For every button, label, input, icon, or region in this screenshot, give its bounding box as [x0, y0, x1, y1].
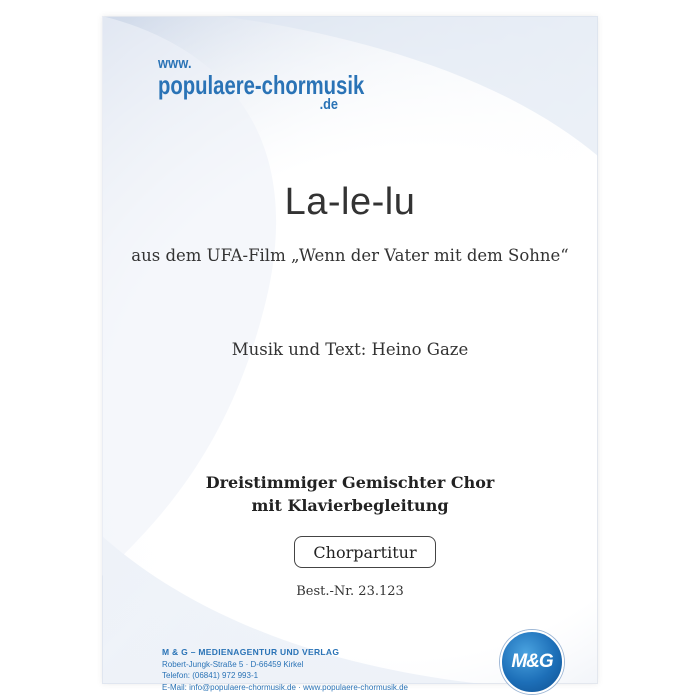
logo-domain: populaere-chormusik [158, 70, 365, 100]
voicing-line-1: Dreistimmiger Gemischter Chor [205, 473, 495, 492]
edition-badge: Chorpartitur [294, 536, 436, 568]
publisher-footer [162, 647, 408, 693]
logo-www: www. [158, 55, 192, 72]
logo-tld: .de [319, 96, 338, 113]
composer-credits: Musik und Text: Heino Gaze [231, 340, 469, 359]
publisher-address: Robert-Jungk-Straße 5 · D-66459 Kirkel [162, 659, 304, 669]
voicing-line-2: mit Klavierbegleitung [251, 496, 449, 515]
publisher-phone: Telefon: (06841) 972 993-1 [162, 671, 259, 680]
score-cover-page [102, 16, 598, 692]
publisher-name: M & G – MEDIENAGENTUR UND VERLAG [162, 647, 340, 657]
website-logo[interactable] [158, 56, 422, 112]
publisher-contact[interactable]: E-Mail: info@populaere-chormusik.de · www.populaere-chormusik.de [162, 682, 409, 692]
publisher-logo-text: M&G [511, 651, 553, 672]
order-number: Best.-Nr. 23.123 [296, 584, 404, 599]
publisher-logo-icon [500, 630, 564, 694]
voicing-description [102, 471, 598, 517]
song-title: La-le-lu [284, 181, 416, 223]
song-subtitle: aus dem UFA-Film „Wenn der Vater mit dem Sohne“ [131, 246, 569, 265]
